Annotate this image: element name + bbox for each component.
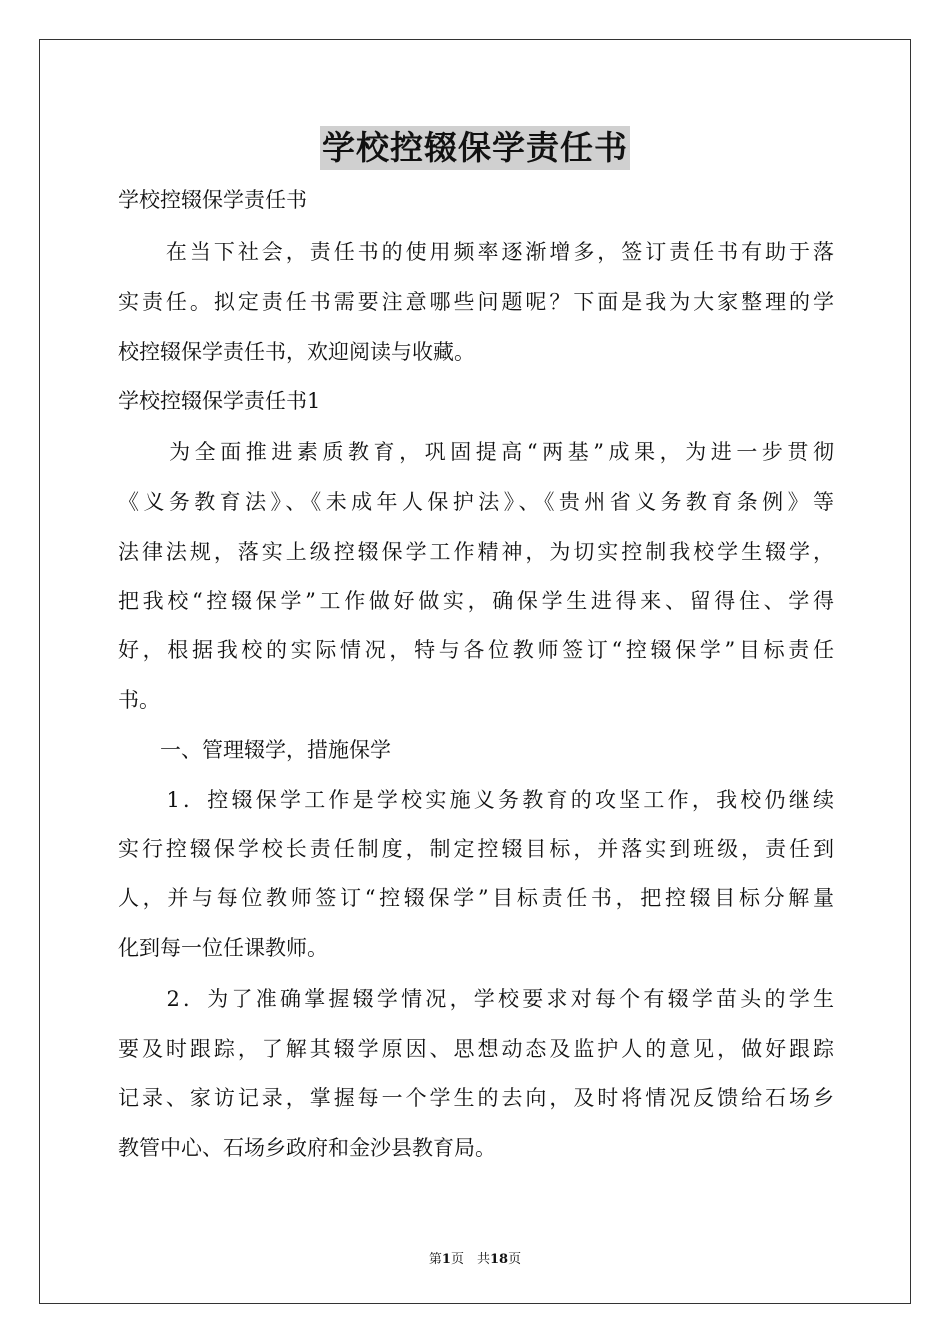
paragraph-line: 为全面推进素质教育，巩固提高“两基”成果，为进一步贯彻 [118, 440, 834, 464]
paragraph-line: 书。 [118, 688, 160, 712]
paragraph-line: 好，根据我校的实际情况，特与各位教师签订“控辍保学”目标责任 [118, 638, 834, 662]
paragraph-line: 记录、家访记录，掌握每一个学生的去向，及时将情况反馈给石场乡 [118, 1086, 834, 1110]
paragraph-line: 教管中心、石场乡政府和金沙县教育局。 [118, 1136, 496, 1160]
page-footer [0, 1248, 950, 1267]
subsection-heading: 一、管理辍学，措施保学 [118, 738, 391, 762]
heading-line: 学校控辍保学责任书 [118, 188, 307, 212]
paragraph-line: 人，并与每位教师签订“控辍保学”目标责任书，把控辍目标分解量 [118, 886, 834, 910]
paragraph-line: 实行控辍保学校长责任制度，制定控辍目标，并落实到班级，责任到 [118, 837, 834, 861]
paragraph-line: 实责任。拟定责任书需要注意哪些问题呢？下面是我为大家整理的学 [118, 290, 834, 314]
title-container [0, 126, 950, 170]
footer-page-suffix: 页 共 [450, 1252, 490, 1267]
document-title: 学校控辍保学责任书 [320, 126, 630, 170]
paragraph-line: 《义务教育法》、《未成年人保护法》、《贵州省义务教育条例》等 [118, 490, 834, 514]
section-heading: 学校控辍保学责任书1 [118, 389, 321, 413]
paragraph-line: 1．控辍保学工作是学校实施义务教育的攻坚工作，我校仍继续 [118, 788, 834, 812]
paragraph-line: 2．为了准确掌握辍学情况，学校要求对每个有辍学苗头的学生 [118, 987, 834, 1011]
footer-page-prefix: 第 [428, 1252, 442, 1267]
paragraph-line: 化到每一位任课教师。 [118, 936, 328, 960]
page-border [39, 39, 911, 1304]
paragraph-line: 校控辍保学责任书，欢迎阅读与收藏。 [118, 340, 475, 364]
paragraph-line: 法律法规，落实上级控辍保学工作精神，为切实控制我校学生辍学， [118, 540, 834, 564]
paragraph-line: 要及时跟踪，了解其辍学原因、思想动态及监护人的意见，做好跟踪 [118, 1037, 834, 1061]
footer-page-number: 1 [441, 1252, 451, 1267]
footer-total-pages: 18 [489, 1252, 509, 1267]
paragraph-line: 把我校“控辍保学”工作做好做实，确保学生进得来、留得住、学得 [118, 589, 834, 613]
footer-total-suffix: 页 [508, 1252, 522, 1267]
paragraph-line: 在当下社会，责任书的使用频率逐渐增多，签订责任书有助于落 [118, 240, 834, 264]
